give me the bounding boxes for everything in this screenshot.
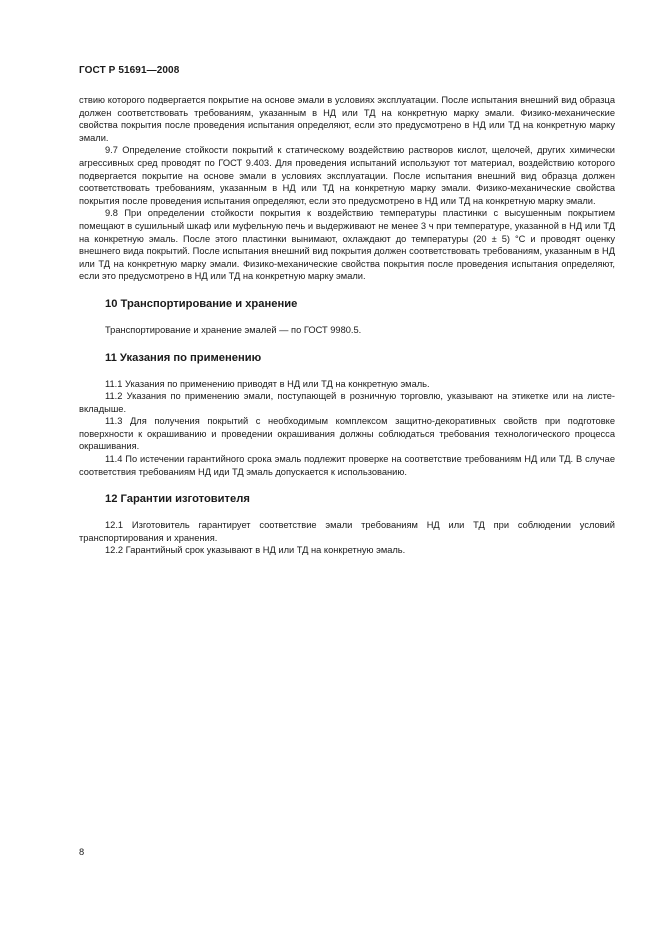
section-12-title: 12 Гарантии изготовителя (105, 493, 250, 506)
paragraph-9-7: 9.7 Определение стойкости покрытий к статическому воздействию растворов кислот, щелочей, других химически агрессивных сред проводят по ГОСТ 9.403. Для проведения испытаний используют тот материал, воздействию которого подвергается покрытие на основе эмали в условиях эксплуатации. После испытания внешний вид образца должен соответствовать требованиям, указанным в НД или ТД на конкретную марку эмали. Физико-механические свойства покрытия после проведения испытания определяют, если это предусмотрено в НД или ТД на конкретную марку эмали. (79, 145, 615, 206)
section-10-title: 10 Транспортирование и хранение (105, 297, 298, 310)
paragraph-continuation: ствию которого подвергается покрытие на основе эмали в условиях эксплуатации. После испытания внешний вид образца должен соответствовать требованиям, указанным в НД или ТД на конкретную марку эмали. Физико-механические свойства покрытия после проведения испытания определяют, если это предусмотрено в НД или ТД на конкретную марку эмали. (79, 95, 615, 143)
page-number: 8 (79, 847, 85, 857)
paragraph-11-3: 11.3 Для получения покрытий с необходимым комплексом защитно-декоративных свойств при подготовке поверхности к окрашиванию и проведении окрашивания должны соблюдаться требования технологического процесса окрашивания. (79, 416, 615, 452)
paragraph-10: Транспортирование и хранение эмалей — по ГОСТ 9980.5. (105, 324, 362, 335)
section-11-title: 11 Указания по применению (105, 351, 262, 364)
paragraph-12-1: 12.1 Изготовитель гарантирует соответствие эмали требованиям НД или ТД при соблюдении условий транспортирования и хранения. (79, 520, 615, 543)
paragraph-11-2: 11.2 Указания по применению эмали, поступающей в розничную торговлю, указывают на этикетке или на листе-вкладыше. (79, 391, 615, 414)
paragraph-11-4: 11.4 По истечении гарантийного срока эмаль подлежит проверке на соответствие требованиям НД или ТД. В случае соответствия требованиям НД иди ТД эмаль допускается к использованию. (79, 454, 615, 477)
document-header: ГОСТ Р 51691—2008 (79, 65, 180, 76)
document-body (79, 94, 615, 557)
paragraph-12-2: 12.2 Гарантийный срок указывают в НД или ТД на конкретную эмаль. (105, 545, 406, 556)
paragraph-9-8: 9.8 При определении стойкости покрытия к воздействию температуры пластинки с высушенным покрытием помещают в сушильный шкаф или муфельную печь и выдерживают не менее 3 ч при температуре, указанной в НД или ТД на конкретную эмаль. После этого пластинки вынимают, охлаждают до температуры (20 ± 5) °С и проводят оценку внешнего вида покрытий. После испытания внешний вид покрытия должен соответствовать требованиям, указанным в НД или ТД на конкретную марку эмали. Физико-механические свойства покрытия после проведения испытания определяют, если это предусмотрено в НД или ТД на конкретную марку эмали. (79, 208, 615, 282)
paragraph-11-1: 11.1 Указания по применению приводят в НД или ТД на конкретную эмаль. (105, 378, 430, 389)
